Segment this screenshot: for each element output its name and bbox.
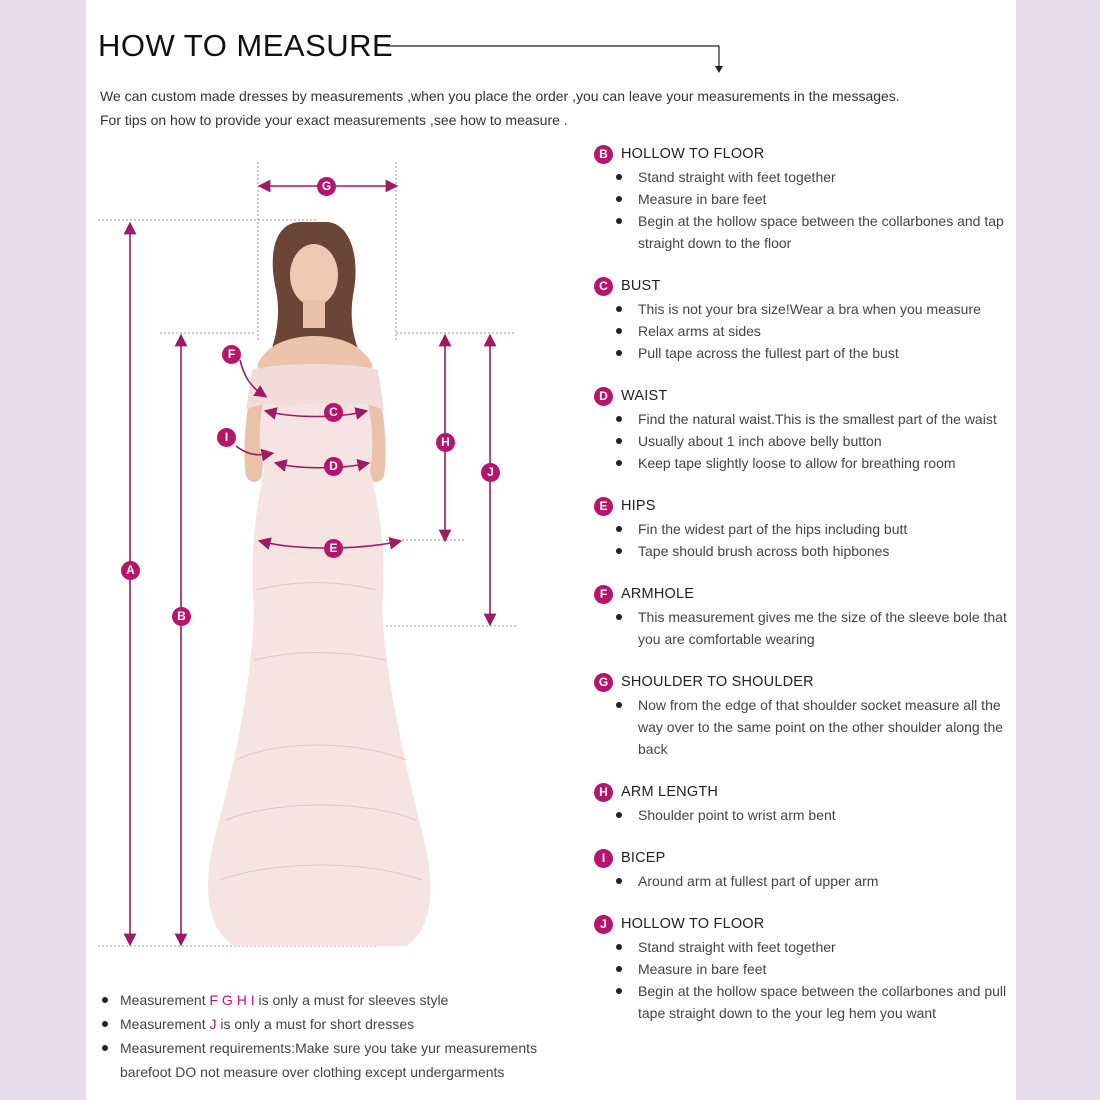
section-j	[594, 914, 1014, 1024]
intro-line-2: For tips on how to provide your exact measurements ,see how to measure .	[100, 112, 568, 128]
section-g	[594, 672, 1014, 760]
section-c	[594, 276, 1014, 364]
badge-h: H	[436, 433, 455, 452]
intro-line-1: We can custom made dresses by measurements ,when you place the order ,you can leave your measurements in the messages.	[100, 88, 900, 104]
section-letter-e: E	[594, 497, 613, 516]
list-item: This is not your bra size!Wear a bra when you measure	[594, 298, 1014, 320]
section-h	[594, 782, 1014, 826]
section-title: SHOULDER TO SHOULDER	[621, 674, 814, 690]
list-item: Measure in bare feet	[594, 188, 1014, 210]
note-requirements: Measurement requirements:Make sure you take yur measurements barefoot DO not measure over clothing except undergarments	[100, 1036, 570, 1084]
note-highlight: F G H I	[209, 992, 255, 1008]
section-title: WAIST	[621, 388, 668, 404]
section-letter-i: I	[594, 849, 613, 868]
section-title: BUST	[621, 278, 661, 294]
list-item: Pull tape across the fullest part of the bust	[594, 342, 1014, 364]
note-short-dresses: Measurement J is only a must for short dresses	[100, 1012, 570, 1036]
section-f	[594, 584, 1014, 650]
list-item: Relax arms at sides	[594, 320, 1014, 342]
note-sleeves: Measurement F G H I is only a must for sleeves style	[100, 988, 570, 1012]
badge-e: E	[324, 539, 343, 558]
section-d	[594, 386, 1014, 474]
section-letter-d: D	[594, 387, 613, 406]
section-letter-g: G	[594, 673, 613, 692]
list-item: This measurement gives me the size of the sleeve bole that you are comfortable wearing	[594, 606, 1014, 650]
section-title: HIPS	[621, 498, 656, 514]
list-item: Stand straight with feet together	[594, 166, 1014, 188]
list-item: Measure in bare feet	[594, 958, 1014, 980]
section-letter-j: J	[594, 915, 613, 934]
section-i	[594, 848, 1014, 892]
measure-guide-page	[86, 0, 1016, 1100]
list-item: Begin at the hollow space between the collarbones and tap straight down to the floor	[594, 210, 1014, 254]
list-item: Shoulder point to wrist arm bent	[594, 804, 1014, 826]
title-arrow-icon	[386, 44, 726, 74]
list-item: Tape should brush across both hipbones	[594, 540, 1014, 562]
section-title: BICEP	[621, 850, 666, 866]
section-title: ARMHOLE	[621, 586, 695, 602]
badge-d: D	[324, 457, 343, 476]
badge-c: C	[324, 403, 343, 422]
badge-g: G	[317, 177, 336, 196]
section-letter-f: F	[594, 585, 613, 604]
measurement-notes	[100, 988, 570, 1084]
list-item: Fin the widest part of the hips including butt	[594, 518, 1014, 540]
list-item: Keep tape slightly loose to allow for breathing room	[594, 452, 1014, 474]
model-figure	[86, 140, 526, 970]
section-letter-h: H	[594, 783, 613, 802]
list-item: Usually about 1 inch above belly button	[594, 430, 1014, 452]
badge-j: J	[481, 463, 500, 482]
section-letter-b: B	[594, 145, 613, 164]
badge-i: I	[217, 428, 236, 447]
badge-f: F	[222, 345, 241, 364]
list-item: Around arm at fullest part of upper arm	[594, 870, 1014, 892]
section-e	[594, 496, 1014, 562]
list-item: Find the natural waist.This is the smallest part of the waist	[594, 408, 1014, 430]
section-b	[594, 144, 1014, 254]
list-item: Stand straight with feet together	[594, 936, 1014, 958]
section-letter-c: C	[594, 277, 613, 296]
list-item: Begin at the hollow space between the collarbones and pull tape straight down to the your leg hem you want	[594, 980, 1014, 1024]
note-highlight: J	[209, 1016, 217, 1032]
page-title: HOW TO MEASURE	[98, 28, 394, 63]
section-title: HOLLOW TO FLOOR	[621, 146, 765, 162]
section-title: ARM LENGTH	[621, 784, 719, 800]
list-item: Now from the edge of that shoulder socket measure all the way over to the same point on the other shoulder along the back	[594, 694, 1014, 760]
badge-b: B	[172, 607, 191, 626]
model-illustration	[86, 140, 526, 970]
section-title: HOLLOW TO FLOOR	[621, 916, 765, 932]
intro-text	[100, 84, 1000, 132]
badge-a: A	[121, 561, 140, 580]
